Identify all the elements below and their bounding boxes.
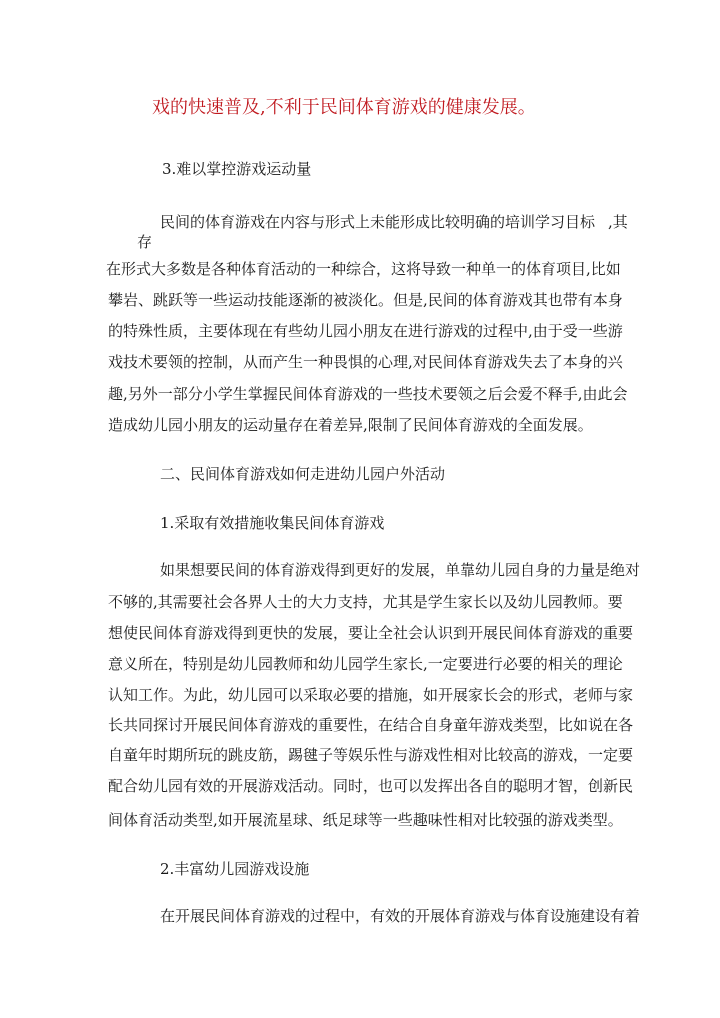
paragraph-line: 不够的,其需要社会各界人士的大力支持，尤其是学生家长以及幼儿园教师。要: [108, 593, 623, 611]
paragraph-line: 趣,另外一部分小学生掌握民间体育游戏的一些技术要领之后会爱不释手,由此会: [108, 385, 628, 403]
subsection-heading-1: 1.采取有效措施收集民间体育游戏: [160, 514, 385, 532]
paragraph-line: 造成幼儿园小朋友的运动量存在着差异,限制了民间体育游戏的全面发展。: [108, 416, 593, 434]
paragraph-line: 在形式大多数是各种体育活动的一种综合，这将导致一种单一的体育项目,比如: [106, 260, 621, 278]
paragraph-line: ,其: [608, 213, 628, 231]
subsection-heading-3: 3.难以掌控游戏运动量: [162, 160, 312, 178]
red-heading-line: 戏的快速普及,不利于民间体育游戏的健康发展。: [152, 97, 536, 118]
paragraph-line: 的特殊性质，主要体现在有些幼儿园小朋友在进行游戏的过程中,由于受一些游: [108, 322, 623, 340]
paragraph-line: 戏技术要领的控制，从而产生一种畏惧的心理,对民间体育游戏失去了本身的兴: [108, 353, 623, 371]
paragraph-line: 认知工作。为此，幼儿园可以采取必要的措施，如开展家长会的形式，老师与家: [108, 686, 634, 704]
paragraph-line: 间体育活动类型,如开展流星球、纸足球等一些趣味性相对比较强的游戏类型。: [108, 811, 623, 829]
paragraph-line: 存: [137, 233, 153, 251]
paragraph-line: 攀岩、跳跃等一些运动技能逐渐的被淡化。但是,民间的体育游戏其也带有本身: [108, 291, 623, 309]
paragraph-line: 民间的体育游戏在内容与形式上未能形成比较明确的培训学习目标: [160, 213, 596, 231]
paragraph-line: 配合幼儿园有效的开展游戏活动。同时，也可以发挥出各自的聪明才智，创新民: [108, 777, 634, 795]
subsection-heading-2: 2.丰富幼儿园游戏设施: [160, 860, 310, 878]
paragraph-line: 长共同探讨开展民间体育游戏的重要性，在结合自身童年游戏类型，比如说在各: [108, 716, 634, 734]
section-heading-2: 二、民间体育游戏如何走进幼儿园户外活动: [160, 465, 446, 483]
paragraph-line: 如果想要民间的体育游戏得到更好的发展，单靠幼儿园自身的力量是绝对: [160, 561, 641, 579]
paragraph-line: 想使民间体育游戏得到更快的发展，要让全社会认识到开展民间体育游戏的重要: [108, 624, 634, 642]
paragraph-line: 自童年时期所玩的跳皮筋，踢毽子等娱乐性与游戏性相对比较高的游戏，一定要: [108, 746, 634, 764]
paragraph-line: 意义所在，特别是幼儿园教师和幼儿园学生家长,一定要进行必要的相关的理论: [108, 655, 623, 673]
paragraph-line: 在开展民间体育游戏的过程中，有效的开展体育游戏与体育设施建设有着: [160, 907, 641, 925]
